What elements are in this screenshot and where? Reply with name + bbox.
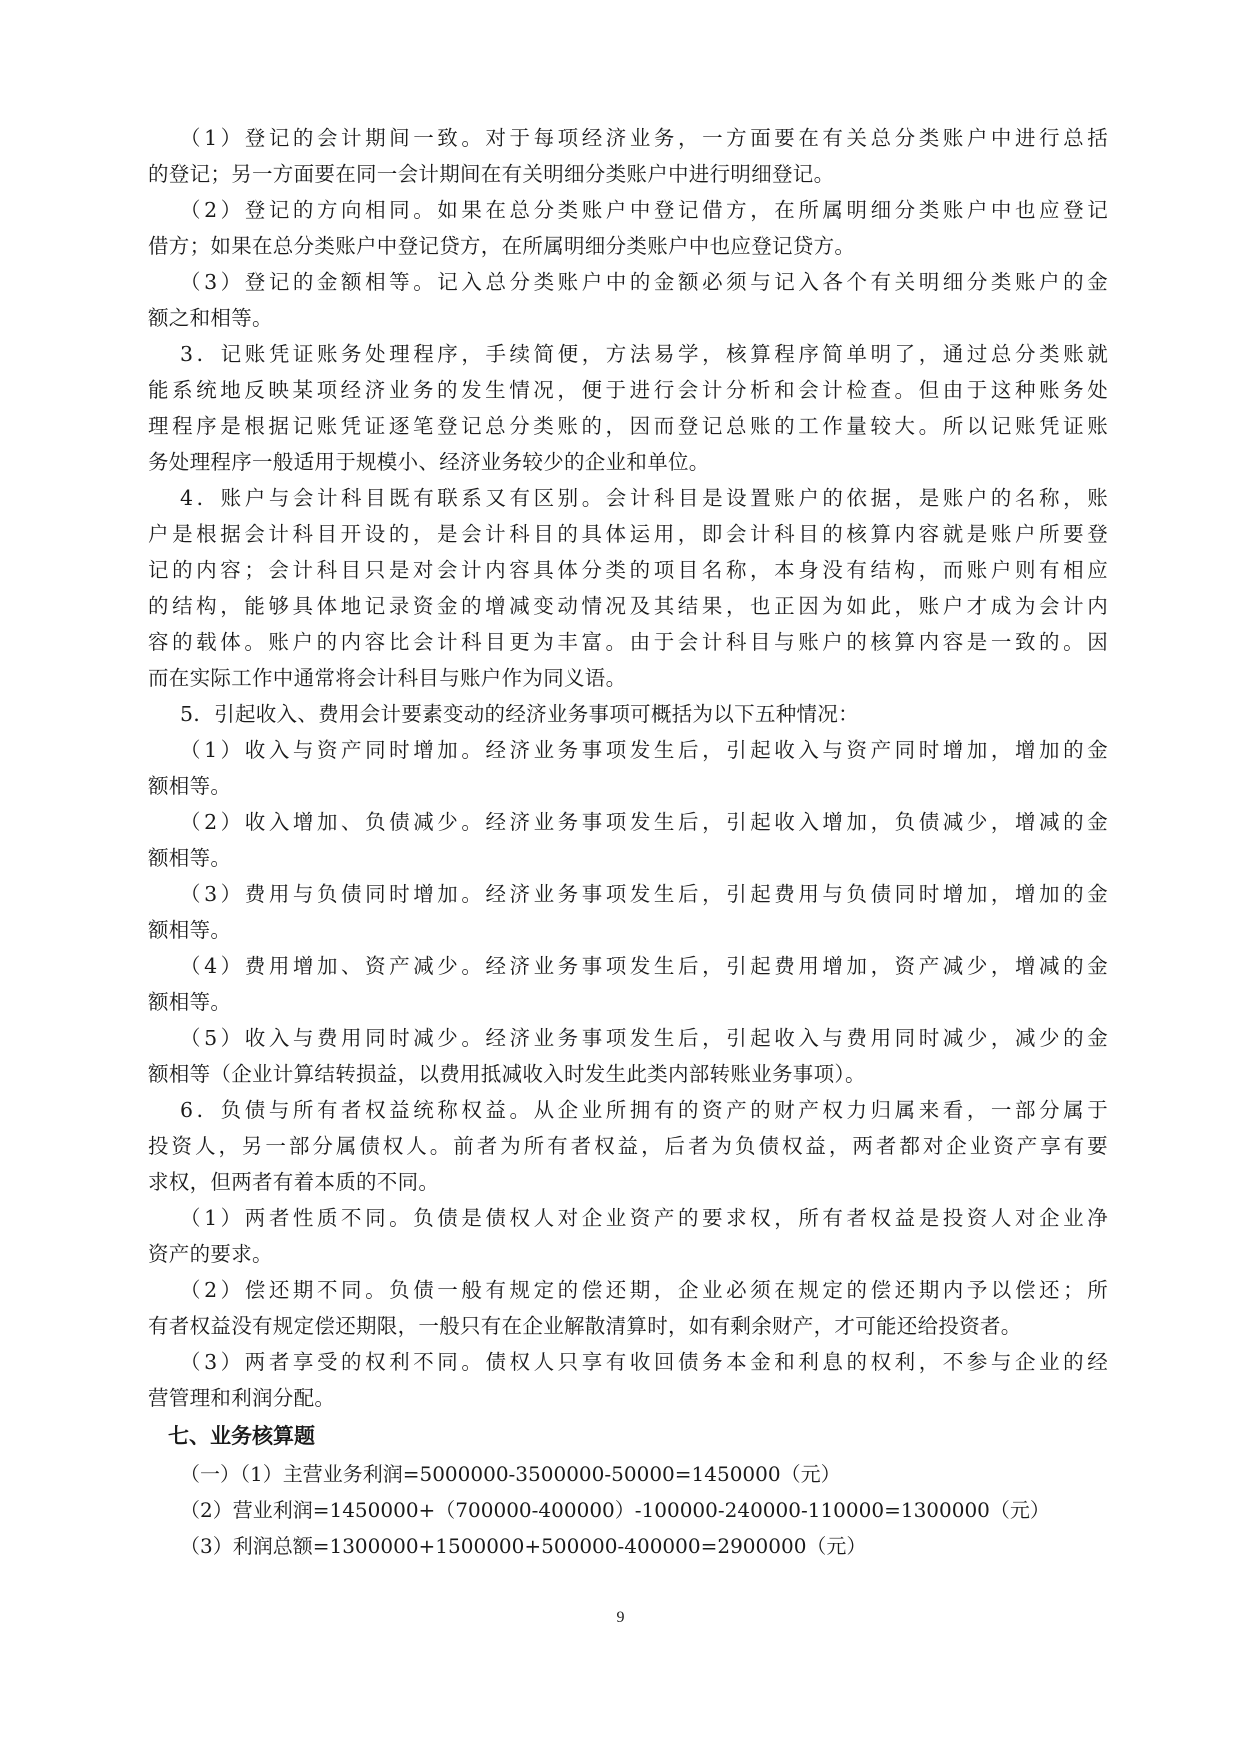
calculation-line: （3）利润总额=1300000+1500000+500000-400000=2900000（元） — [180, 1534, 867, 1558]
para-5-3 — [148, 876, 1108, 948]
text-line: （5）收入与费用同时减少。经济业务事项发生后，引起收入与费用同时减少，减少的金 — [180, 1026, 1108, 1050]
text-line: 6．负债与所有者权益统称权益。从企业所拥有的资产的财产权力归属来看，一部分属于 — [180, 1098, 1108, 1122]
text-line: （1）登记的会计期间一致。对于每项经济业务，一方面要在有关总分类账户中进行总括 — [180, 126, 1108, 150]
text-line: 务处理程序一般适用于规模小、经济业务较少的企业和单位。 — [148, 450, 710, 474]
para-6-3 — [148, 1344, 1108, 1416]
text-line: 额相等。 — [148, 774, 232, 798]
text-line: 5．引起收入、费用会计要素变动的经济业务事项可概括为以下五种情况： — [180, 702, 859, 726]
text-line: （3）两者享受的权利不同。债权人只享有收回债务本金和利息的权利，不参与企业的经 — [180, 1350, 1108, 1374]
text-line: （2）登记的方向相同。如果在总分类账户中登记借方，在所属明细分类账户中也应登记 — [180, 198, 1108, 222]
para-item-6 — [148, 1092, 1108, 1200]
text-line: （2）收入增加、负债减少。经济业务事项发生后，引起收入增加，负债减少，增减的金 — [180, 810, 1108, 834]
para-1-period — [148, 120, 1108, 192]
text-line: 3．记账凭证账务处理程序，手续简便，方法易学，核算程序简单明了，通过总分类账就 — [180, 342, 1108, 366]
text-line: 记的内容；会计科目只是对会计内容具体分类的项目名称，本身没有结构，而账户则有相应 — [148, 558, 1108, 582]
page-number: 9 — [616, 1609, 625, 1626]
para-item-3 — [148, 336, 1108, 480]
text-line: 投资人，另一部分属债权人。前者为所有者权益，后者为负债权益，两者都对企业资产享有要 — [148, 1134, 1108, 1158]
document-body — [148, 120, 1108, 1564]
text-line: 额相等。 — [148, 846, 232, 870]
text-line: 的结构，能够具体地记录资金的增减变动情况及其结果，也正因为如此，账户才成为会计内 — [148, 594, 1108, 618]
text-line: 有者权益没有规定偿还期限，一般只有在企业解散清算时，如有剩余财产，才可能还给投资者。 — [148, 1314, 1022, 1338]
text-line: （2）偿还期不同。负债一般有规定的偿还期，企业必须在规定的偿还期内予以偿还；所 — [180, 1278, 1108, 1302]
text-line: 容的载体。账户的内容比会计科目更为丰富。由于会计科目与账户的核算内容是一致的。因 — [148, 630, 1108, 654]
text-line: 资产的要求。 — [148, 1242, 273, 1266]
text-line: 户是根据会计科目开设的，是会计科目的具体运用，即会计科目的核算内容就是账户所要登 — [148, 522, 1108, 546]
text-line: （4）费用增加、资产减少。经济业务事项发生后，引起费用增加，资产减少，增减的金 — [180, 954, 1108, 978]
text-line: 额之和相等。 — [148, 306, 273, 330]
para-5-2 — [148, 804, 1108, 876]
text-line: 营管理和利润分配。 — [148, 1386, 336, 1410]
para-5-1 — [148, 732, 1108, 804]
text-line: （1）两者性质不同。负债是债权人对企业资产的要求权，所有者权益是投资人对企业净 — [180, 1206, 1108, 1230]
text-line: 借方；如果在总分类账户中登记贷方，在所属明细分类账户中也应登记贷方。 — [148, 234, 856, 258]
text-line: （3）费用与负债同时增加。经济业务事项发生后，引起费用与负债同时增加，增加的金 — [180, 882, 1108, 906]
text-line: 求权，但两者有着本质的不同。 — [148, 1170, 440, 1194]
section-title: 七、业务核算题 — [168, 1424, 315, 1448]
text-line: 额相等。 — [148, 918, 232, 942]
text-line: （3）登记的金额相等。记入总分类账户中的金额必须与记入各个有关明细分类账户的金 — [180, 270, 1108, 294]
text-line: 而在实际工作中通常将会计科目与账户作为同义语。 — [148, 666, 627, 690]
text-line: 额相等。 — [148, 990, 232, 1014]
para-2-direction — [148, 192, 1108, 264]
text-line: 4．账户与会计科目既有联系又有区别。会计科目是设置账户的依据，是账户的名称，账 — [180, 486, 1108, 510]
text-line: 能系统地反映某项经济业务的发生情况，便于进行会计分析和会计检查。但由于这种账务处 — [148, 378, 1108, 402]
para-item-4 — [148, 480, 1108, 696]
para-5-4 — [148, 948, 1108, 1020]
calculation-line: （2）营业利润=1450000+（700000-400000）-100000-240000-110000=1300000（元） — [180, 1498, 1050, 1522]
calculation-line: （一）（1）主营业务利润=5000000-3500000-50000=1450000（元） — [180, 1462, 841, 1486]
para-6-1 — [148, 1200, 1108, 1272]
text-line: 的登记；另一方面要在同一会计期间在有关明细分类账户中进行明细登记。 — [148, 162, 835, 186]
para-item-5 — [148, 696, 1108, 732]
para-3-amount — [148, 264, 1108, 336]
para-5-5 — [148, 1020, 1108, 1092]
text-line: （1）收入与资产同时增加。经济业务事项发生后，引起收入与资产同时增加，增加的金 — [180, 738, 1108, 762]
text-line: 理程序是根据记账凭证逐笔登记总分类账的，因而登记总账的工作量较大。所以记账凭证账 — [148, 414, 1108, 438]
text-line: 额相等（企业计算结转损益，以费用抵减收入时发生此类内部转账业务事项）。 — [148, 1062, 866, 1086]
para-6-2 — [148, 1272, 1108, 1344]
